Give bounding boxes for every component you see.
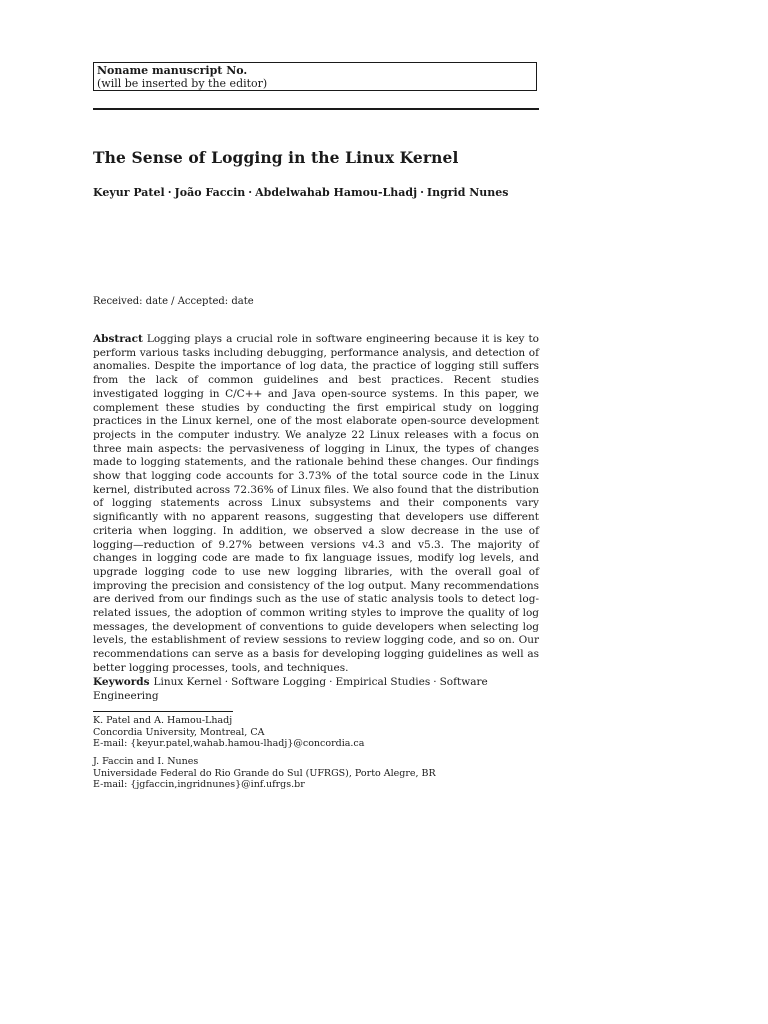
abstract-label: Abstract	[93, 333, 143, 345]
keyword: Software Logging	[231, 676, 327, 688]
keyword-separator: ·	[433, 676, 437, 688]
keyword: Linux Kernel	[153, 676, 222, 688]
editor-note: (will be inserted by the editor)	[97, 77, 268, 90]
author-separator: ·	[248, 186, 253, 199]
affiliation-institution: Concordia University, Montreal, CA	[93, 726, 265, 738]
manuscript-number: Noname manuscript No.	[97, 64, 248, 77]
affiliation-names: K. Patel and A. Hamou-Lhadj	[93, 715, 233, 726]
author-separator: ·	[420, 186, 424, 199]
keyword-separator: ·	[329, 676, 333, 688]
author-name: Keyur Patel	[93, 186, 165, 199]
author-separator: ·	[167, 186, 172, 199]
keywords-section	[93, 676, 539, 703]
abstract-text: Logging plays a crucial role in software engineering because it is key to perform various tasks including debugging, performance analysis, and detection of anomalies. Despite the importance of log data, the practice of logging still suffers from the lack of common guidelines and best practices. Recent studies investigated logging in C/C++ and Java open-source systems. In this paper, we complement these studies by conducting the first empirical study on logging practices in the Linux kernel, one of the most elaborate open-source development projects in the computer industry. We analyze 22 Linux releases with a focus on three main aspects: the pervasiveness of logging in Linux, the types of changes made to logging statements, and the rationale behind these changes. Our findings show that logging code accounts for 3.73% of the total source code in the Linux kernel, distributed across 72.36% of Linux files. We also found that the distribution of logging statements across Linux subsystems and their components vary significantly with no apparent reasons, suggesting that developers use different criteria when logging. In addition, we observed a slow decrease in the use of logging—reduction of 9.27% between versions v4.3 and v5.3. The majority of changes in logging code are made to fix language issues, modify log levels, and upgrade logging code to use new logging libraries, with the overall goal of improving the precision and consistency of the log output. Many recommendations are derived from our findings such as the use of static analysis tools to detect log-related issues, the adoption of common writing styles to improve the quality of log messages, the development of conventions to guide developers when selecting log levels, the establishment of review sessions to review logging code, and so on. Our recommendations can serve as a basis for developing logging guidelines as well as better logging processes, tools, and techniques.	[93, 333, 539, 674]
author-name: Abdelwahab Hamou-Lhadj	[255, 186, 418, 199]
header-rule	[93, 108, 539, 110]
abstract-section	[93, 333, 539, 676]
keyword-separator: ·	[224, 676, 229, 688]
author-name: João Faccin	[174, 186, 246, 199]
footnote-rule	[93, 711, 233, 712]
affiliation-email: E-mail: {jgfaccin,ingridnunes}@inf.ufrgs.br	[93, 779, 305, 791]
received-accepted-dates: Received: date / Accepted: date	[93, 296, 254, 307]
author-name: Ingrid Nunes	[426, 186, 509, 199]
keyword: Empirical Studies	[335, 676, 431, 688]
affiliation-block	[93, 715, 539, 750]
affiliation-institution: Universidade Federal do Rio Grande do Sul (UFRGS), Porto Alegre, BR	[93, 767, 436, 779]
author-list	[93, 185, 539, 200]
affiliation-email: E-mail: {keyur.patel,wahab.hamou-lhadj}@concordia.ca	[93, 738, 365, 750]
paper-title: The Sense of Logging in the Linux Kernel	[93, 148, 459, 167]
keyword: Software Engineering	[93, 676, 488, 702]
affiliation-block	[93, 756, 539, 791]
manuscript-header-box	[93, 62, 537, 91]
affiliation-names: J. Faccin and I. Nunes	[93, 756, 199, 767]
keywords-label: Keywords	[93, 676, 150, 688]
